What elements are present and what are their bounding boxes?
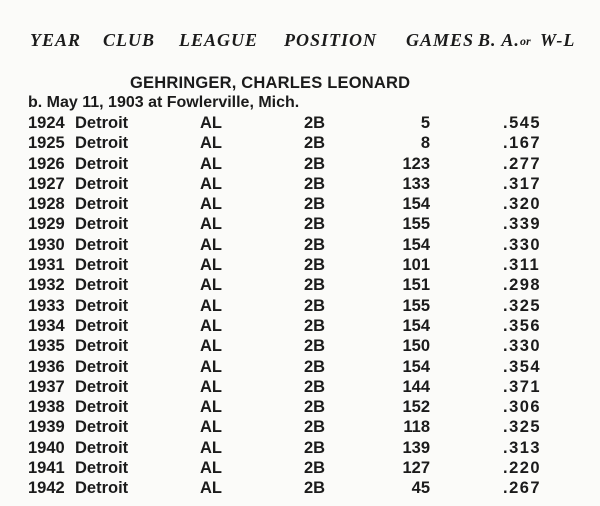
- position-cell: 2B: [304, 114, 326, 132]
- stats-table: [0, 114, 600, 500]
- league-cell: AL: [200, 398, 222, 417]
- games-cell: 127: [402, 459, 430, 478]
- year-cell: 1925: [28, 134, 65, 153]
- year-cell: 1933: [28, 296, 65, 315]
- league-cell: AL: [200, 154, 222, 173]
- position-cell: 2B: [304, 398, 326, 417]
- position-cell: 2B: [304, 215, 326, 234]
- batting-average-cell: .311: [503, 256, 541, 275]
- header-league: LEAGUE: [179, 30, 259, 50]
- table-row: [0, 459, 600, 479]
- league-cell: AL: [200, 296, 222, 315]
- table-row: [0, 418, 600, 438]
- batting-average-cell: .317: [503, 174, 542, 193]
- year-cell: 1940: [28, 438, 65, 457]
- club-cell: Detroit: [75, 459, 129, 478]
- league-cell: AL: [200, 174, 222, 193]
- column-header-row: [30, 30, 590, 60]
- batting-average-cell: .306: [503, 398, 542, 417]
- table-row: [0, 398, 600, 418]
- year-cell: 1928: [28, 195, 65, 214]
- position-cell: 2B: [304, 276, 326, 295]
- year-cell: 1932: [28, 276, 65, 295]
- batting-average-cell: .277: [503, 154, 542, 173]
- games-cell: 101: [402, 256, 430, 275]
- table-row: [0, 134, 600, 154]
- league-cell: AL: [200, 459, 222, 478]
- club-cell: Detroit: [75, 398, 129, 417]
- position-cell: 2B: [304, 418, 326, 437]
- header-games: GAMES: [406, 30, 475, 50]
- table-row: [0, 195, 600, 215]
- games-cell: 8: [420, 134, 430, 153]
- league-cell: AL: [200, 215, 222, 234]
- table-row: [0, 155, 600, 175]
- batting-average-cell: .371: [503, 377, 542, 396]
- league-cell: AL: [200, 235, 222, 254]
- year-cell: 1930: [28, 235, 65, 254]
- games-cell: 154: [402, 235, 430, 254]
- batting-average-cell: .545: [503, 114, 542, 132]
- table-row: [0, 236, 600, 256]
- batting-average-cell: .167: [503, 134, 542, 153]
- league-cell: AL: [200, 479, 222, 498]
- header-club: CLUB: [103, 30, 156, 50]
- year-cell: 1927: [28, 174, 65, 193]
- header-year: YEAR: [30, 30, 82, 50]
- position-cell: 2B: [304, 296, 326, 315]
- table-row: [0, 439, 600, 459]
- batting-average-cell: .330: [503, 235, 542, 254]
- batting-average-cell: .298: [503, 276, 542, 295]
- batting-average-cell: .313: [503, 438, 542, 457]
- position-cell: 2B: [304, 377, 326, 396]
- table-row: [0, 358, 600, 378]
- club-cell: Detroit: [75, 337, 129, 356]
- club-cell: Detroit: [75, 134, 129, 153]
- games-cell: 155: [402, 296, 430, 315]
- club-cell: Detroit: [75, 296, 129, 315]
- league-cell: AL: [200, 256, 222, 275]
- club-cell: Detroit: [75, 316, 129, 335]
- year-cell: 1938: [28, 398, 65, 417]
- league-cell: AL: [200, 418, 222, 437]
- header-position: POSITION: [284, 30, 378, 50]
- league-cell: AL: [200, 134, 222, 153]
- table-row: [0, 378, 600, 398]
- position-cell: 2B: [304, 256, 326, 275]
- league-cell: AL: [200, 316, 222, 335]
- club-cell: Detroit: [75, 438, 129, 457]
- table-row: [0, 317, 600, 337]
- batting-average-cell: .325: [503, 418, 542, 437]
- year-cell: 1941: [28, 459, 65, 478]
- position-cell: 2B: [304, 174, 326, 193]
- position-cell: 2B: [304, 459, 326, 478]
- club-cell: Detroit: [75, 479, 129, 498]
- games-cell: 5: [420, 114, 430, 132]
- games-cell: 133: [402, 174, 430, 193]
- table-row: [0, 256, 600, 276]
- position-cell: 2B: [304, 438, 326, 457]
- batting-average-cell: .330: [503, 337, 542, 356]
- games-cell: 154: [402, 195, 430, 214]
- batting-average-cell: .354: [503, 357, 542, 376]
- birth-info: b. May 11, 1903 at Fowlerville, Mich.: [28, 94, 300, 111]
- year-cell: 1931: [28, 256, 65, 275]
- league-cell: AL: [200, 195, 222, 214]
- header-or: or: [520, 34, 531, 48]
- header-wl: W-L: [540, 30, 576, 50]
- year-cell: 1934: [28, 316, 65, 335]
- club-cell: Detroit: [75, 276, 129, 295]
- header-ba: B. A.: [478, 30, 520, 50]
- table-row: [0, 479, 600, 499]
- club-cell: Detroit: [75, 195, 129, 214]
- club-cell: Detroit: [75, 235, 129, 254]
- games-cell: 139: [402, 438, 430, 457]
- league-cell: AL: [200, 438, 222, 457]
- club-cell: Detroit: [75, 377, 129, 396]
- year-cell: 1935: [28, 337, 65, 356]
- year-cell: 1929: [28, 215, 65, 234]
- position-cell: 2B: [304, 337, 326, 356]
- club-cell: Detroit: [75, 174, 129, 193]
- club-cell: Detroit: [75, 114, 129, 132]
- games-cell: 123: [402, 154, 430, 173]
- player-name: GEHRINGER, CHARLES LEONARD: [130, 74, 411, 92]
- table-row: [0, 215, 600, 235]
- position-cell: 2B: [304, 316, 326, 335]
- position-cell: 2B: [304, 479, 326, 498]
- batting-average-cell: .339: [503, 215, 542, 234]
- year-cell: 1936: [28, 357, 65, 376]
- position-cell: 2B: [304, 134, 326, 153]
- league-cell: AL: [200, 337, 222, 356]
- club-cell: Detroit: [75, 256, 129, 275]
- batting-average-cell: .220: [503, 459, 542, 478]
- table-row: [0, 337, 600, 357]
- position-cell: 2B: [304, 154, 326, 173]
- games-cell: 155: [402, 215, 430, 234]
- batting-average-cell: .320: [503, 195, 542, 214]
- table-row: [0, 114, 600, 134]
- position-cell: 2B: [304, 235, 326, 254]
- league-cell: AL: [200, 377, 222, 396]
- batting-average-cell: .267: [503, 479, 542, 498]
- games-cell: 151: [402, 276, 430, 295]
- year-cell: 1939: [28, 418, 65, 437]
- games-cell: 144: [402, 377, 430, 396]
- league-cell: AL: [200, 276, 222, 295]
- year-cell: 1924: [28, 114, 65, 132]
- games-cell: 150: [402, 337, 430, 356]
- batting-average-cell: .356: [503, 316, 542, 335]
- table-row: [0, 297, 600, 317]
- games-cell: 118: [403, 418, 430, 437]
- games-cell: 154: [402, 316, 430, 335]
- position-cell: 2B: [304, 195, 326, 214]
- games-cell: 45: [411, 479, 430, 498]
- batting-average-cell: .325: [503, 296, 542, 315]
- table-row: [0, 175, 600, 195]
- table-row: [0, 276, 600, 296]
- club-cell: Detroit: [75, 357, 129, 376]
- year-cell: 1942: [28, 479, 65, 498]
- games-cell: 154: [402, 357, 430, 376]
- club-cell: Detroit: [75, 215, 129, 234]
- year-cell: 1937: [28, 377, 65, 396]
- position-cell: 2B: [304, 357, 326, 376]
- league-cell: AL: [200, 357, 222, 376]
- games-cell: 152: [402, 398, 430, 417]
- year-cell: 1926: [28, 154, 65, 173]
- league-cell: AL: [200, 114, 222, 132]
- club-cell: Detroit: [75, 418, 129, 437]
- club-cell: Detroit: [75, 154, 129, 173]
